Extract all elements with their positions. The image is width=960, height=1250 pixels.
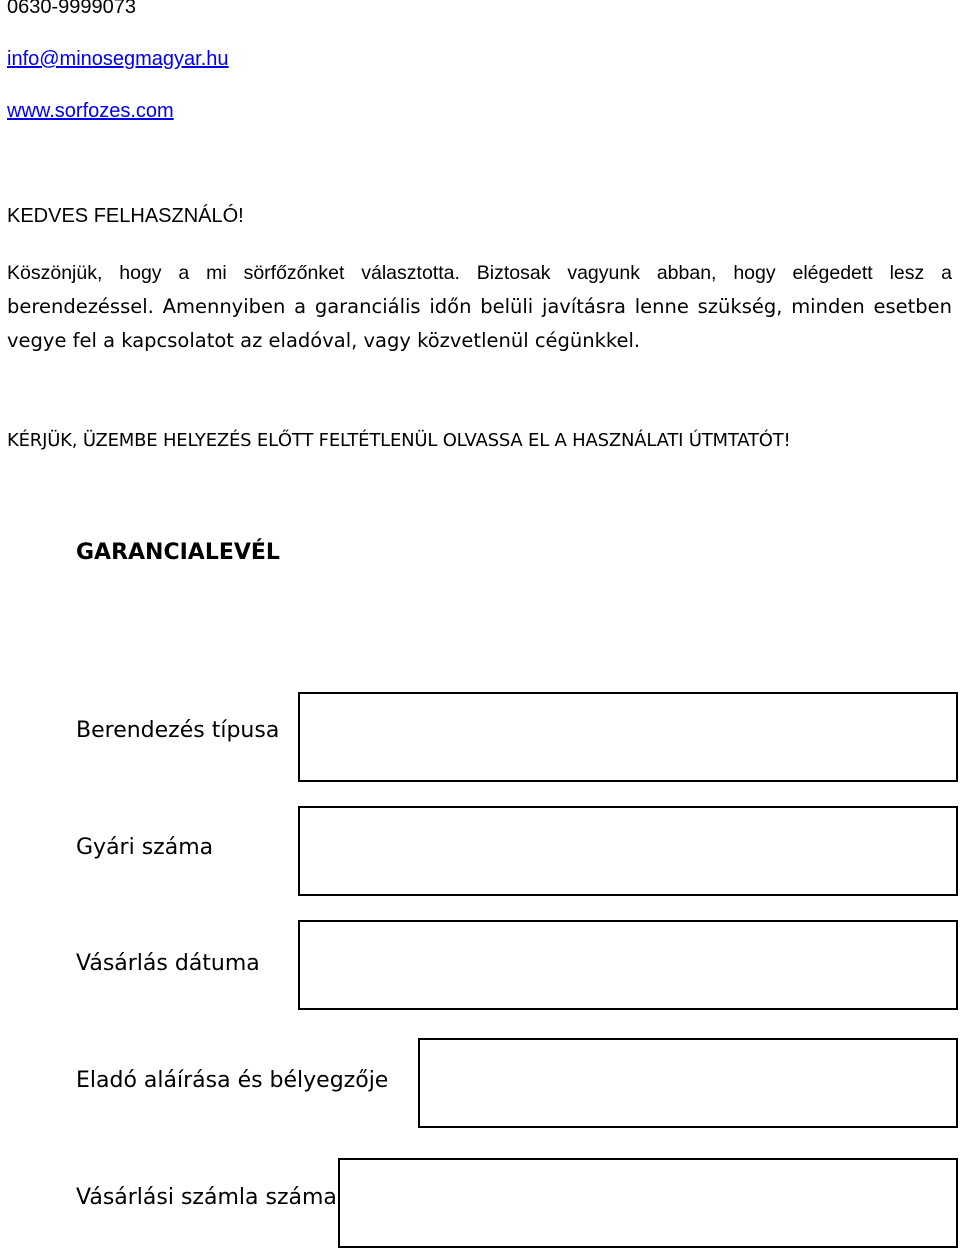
invoice-number-box[interactable] xyxy=(338,1158,958,1248)
field-label-invoice-number: Vásárlási számla száma xyxy=(76,1185,337,1210)
field-label-seller-signature: Eladó aláírása és bélyegzője xyxy=(76,1068,389,1093)
field-label-purchase-date: Vásárlás dátuma xyxy=(76,951,260,976)
page-title: GARANCIALEVÉL xyxy=(76,540,280,565)
seller-signature-box[interactable] xyxy=(418,1038,958,1128)
warning-text: KÉRJÜK, ÜZEMBE HELYEZÉS ELŐTT FELTÉTLENÜL OLVASSA EL A HASZNÁLATI ÚTMTATÓT! xyxy=(7,430,791,451)
intro-line: Köszönjük, hogy a mi sörfőzőnket választotta. Biztosak vagyunk abban, hogy elégedett lesz a xyxy=(7,262,952,284)
email-link[interactable]: info@minosegmagyar.hu xyxy=(7,48,229,70)
greeting: KEDVES FELHASZNÁLÓ! xyxy=(7,205,244,227)
intro-paragraph xyxy=(7,256,952,358)
device-type-box[interactable] xyxy=(298,692,958,782)
intro-line: berendezéssel. Amennyiben a garanciális időn belüli javításra lenne szükség, minden esetben xyxy=(7,295,952,318)
website-link[interactable]: www.sorfozes.com xyxy=(7,100,174,122)
field-label-device-type: Berendezés típusa xyxy=(76,718,280,743)
serial-number-box[interactable] xyxy=(298,806,958,896)
field-label-serial-number: Gyári száma xyxy=(76,835,214,860)
intro-line: vegye fel a kapcsolatot az eladóval, vagy közvetlenül cégünkkel. xyxy=(7,329,641,352)
phone-number: 0630-9999073 xyxy=(7,0,137,18)
purchase-date-box[interactable] xyxy=(298,920,958,1010)
